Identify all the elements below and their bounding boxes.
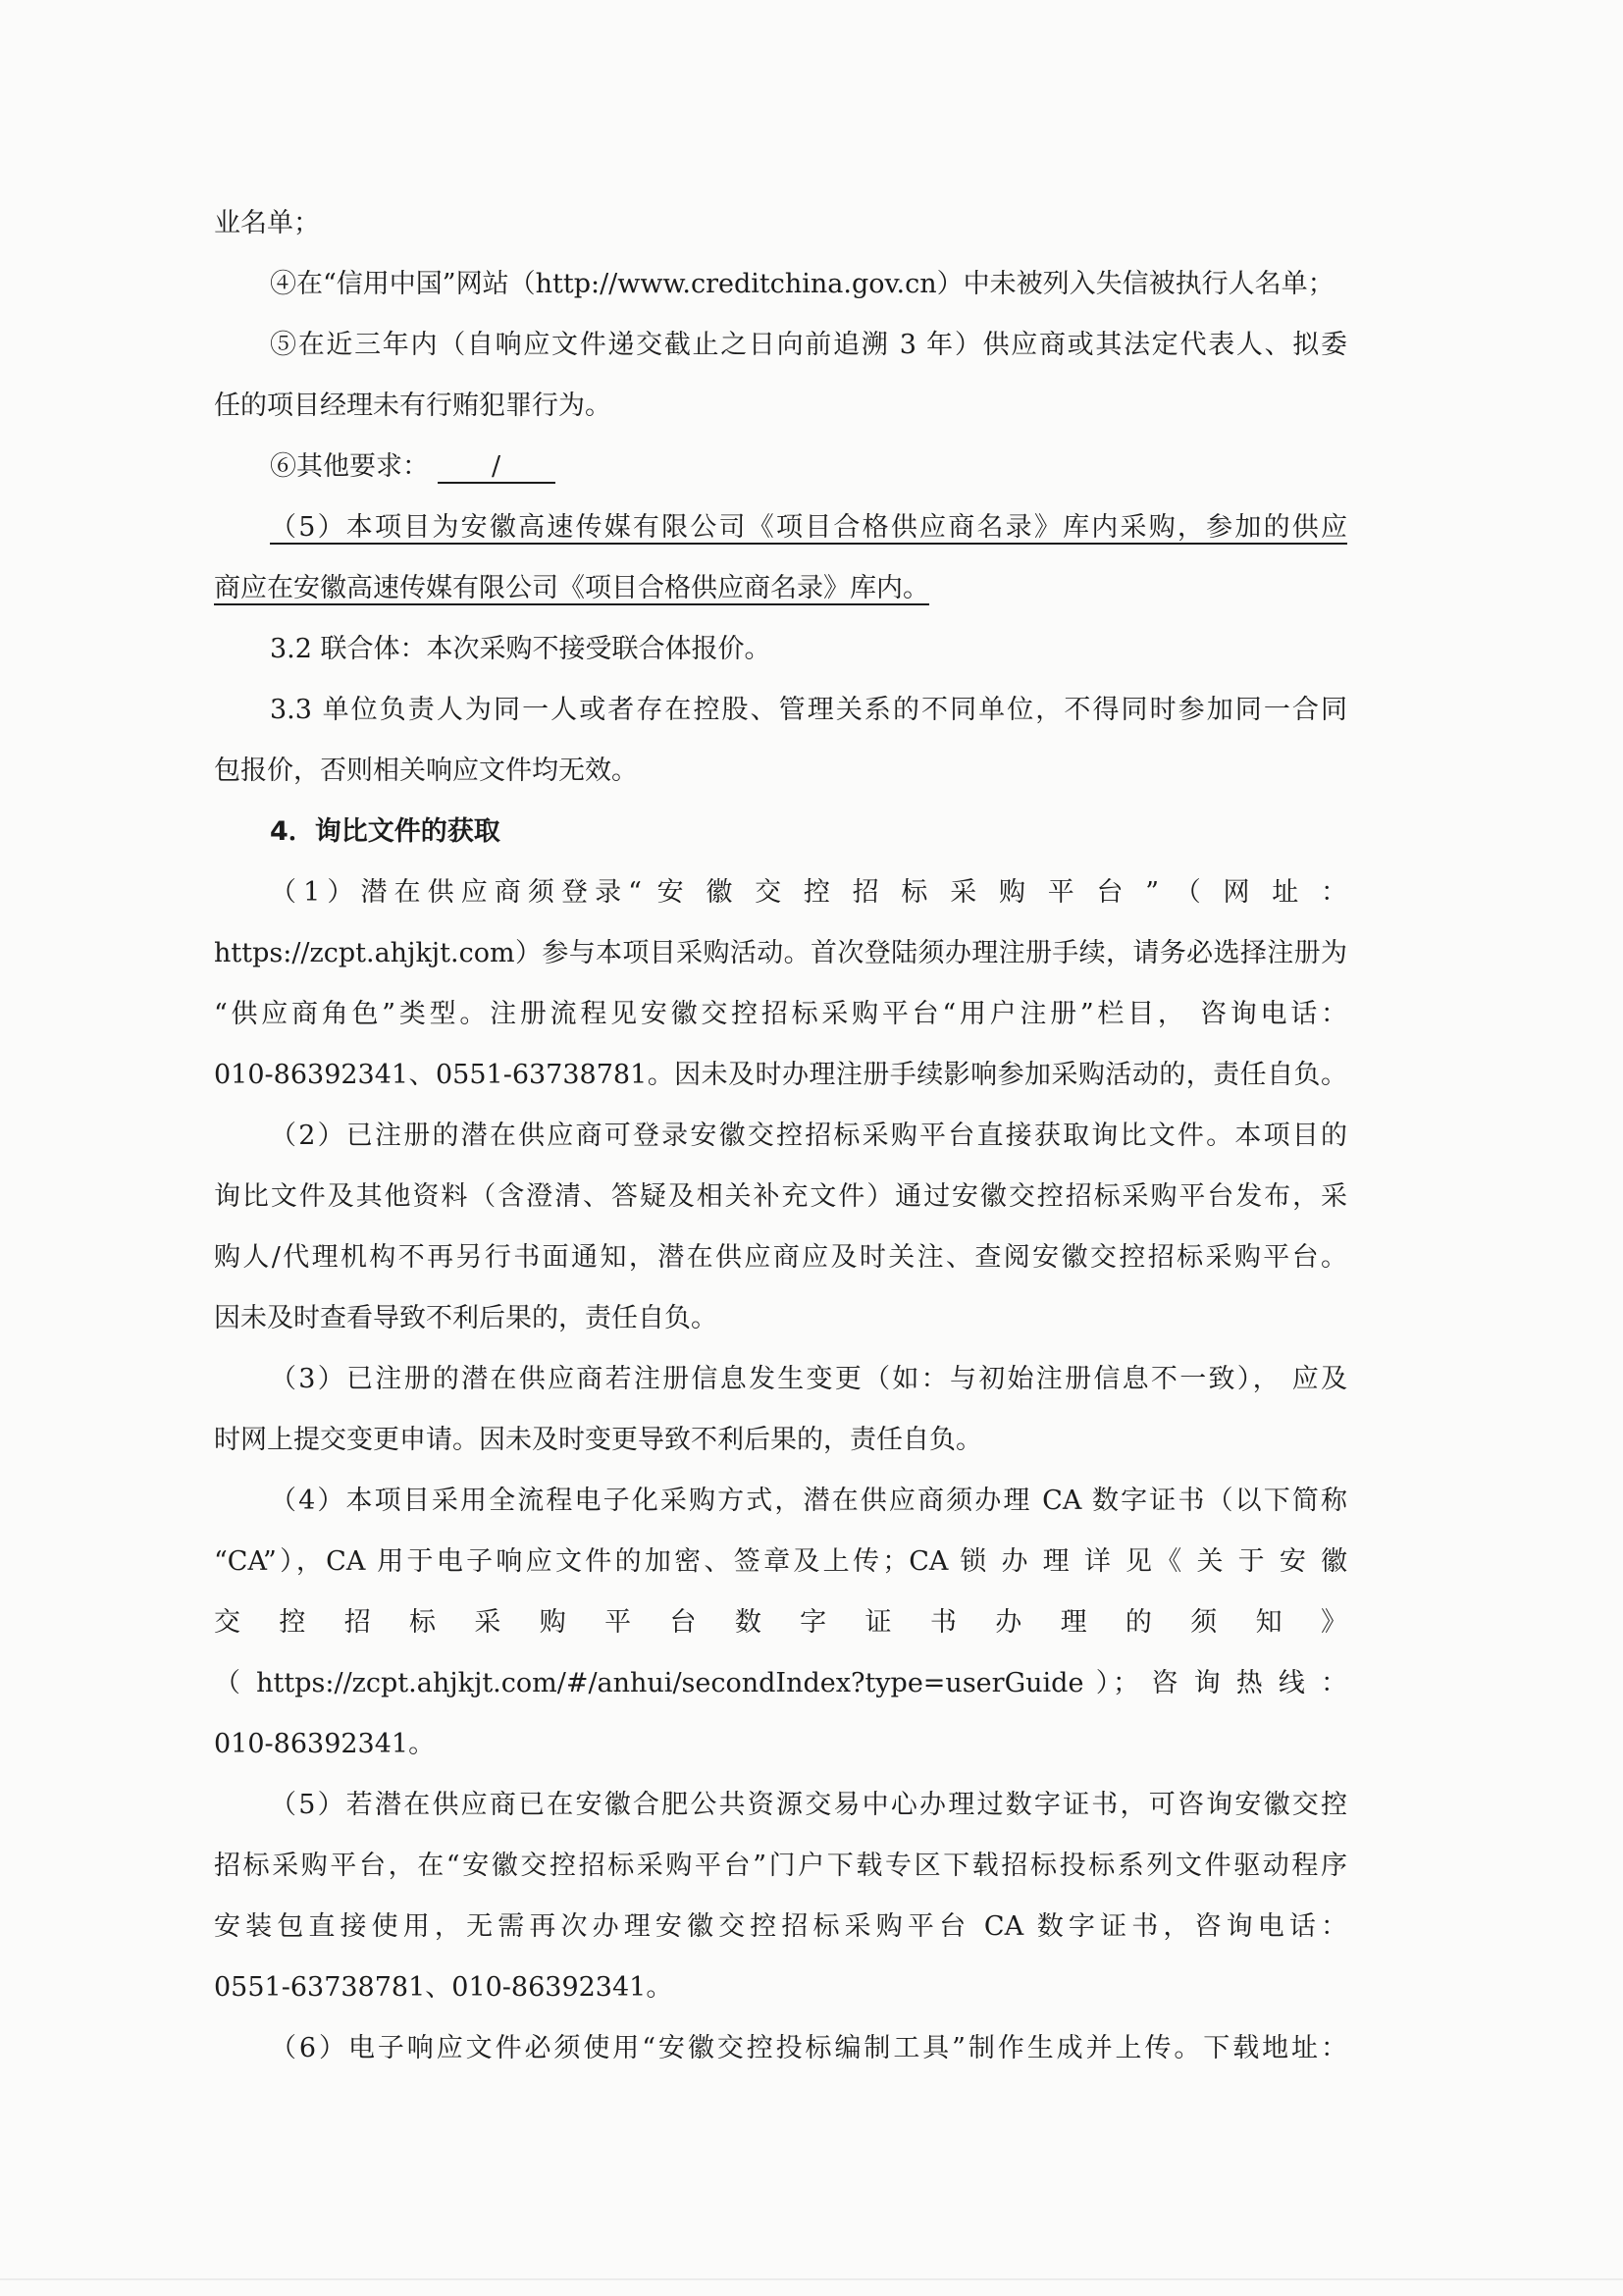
text-line: （1）潜在供应商须登录“ 安 徽 交 控 招 标 采 购 平 台 ” （ 网 址 ： bbox=[270, 877, 1347, 908]
text-line: 安装包直接使用，无需再次办理安徽交控招标采购平台 CA 数字证书，咨询电话： bbox=[214, 1911, 1347, 1942]
text-line: 因未及时查看导致不利后果的，责任自负。 bbox=[214, 1303, 717, 1333]
text-line: （3）已注册的潜在供应商若注册信息发生变更（如：与初始注册信息不一致）， 应及 bbox=[270, 1364, 1347, 1394]
text-line: ⑤在近三年内（自响应文件递交截止之日向前追溯 3 年）供应商或其法定代表人、拟委 bbox=[270, 330, 1347, 360]
text-line: 询比文件及其他资料（含澄清、答疑及相关补充文件）通过安徽交控招标采购平台发布，采 bbox=[214, 1181, 1347, 1212]
text-line: https://zcpt.ahjkjt.com）参与本项目采购活动。首次登陆须办理注册手续，请务必选择注册为 bbox=[214, 938, 1347, 968]
underlined-text-line: （5）本项目为安徽高速传媒有限公司《项目合格供应商名录》库内采购，参加的供应 bbox=[270, 512, 1347, 543]
text-line: 招标采购平台，在“安徽交控招标采购平台”门户下载专区下载招标投标系列文件驱动程序 bbox=[214, 1851, 1347, 1881]
text-line: 3.3 单位负责人为同一人或者存在控股、管理关系的不同单位，不得同时参加同一合同 bbox=[270, 695, 1347, 725]
other-requirements-line bbox=[270, 447, 1347, 487]
text-line: 交 控 招 标 采 购 平 台 数 字 证 书 办 理 的 须 知 》 bbox=[214, 1607, 1347, 1638]
text-line: 业名单； bbox=[214, 208, 320, 238]
text-line: 010-86392341。 bbox=[214, 1729, 436, 1759]
text-line: 0551-63738781、010-86392341。 bbox=[214, 1972, 673, 2003]
text-line: （6）电子响应文件必须使用“安徽交控投标编制工具”制作生成并上传。下载地址： bbox=[270, 2033, 1347, 2063]
text-line: （ https://zcpt.ahjkjt.com/#/anhui/secondIndex?type=userGuide ）； 咨 询 热 线 ： bbox=[214, 1668, 1347, 1698]
text-line: 010-86392341、0551-63738781。因未及时办理注册手续影响参加采购活动的，责任自负。 bbox=[214, 1060, 1347, 1090]
text-line: 包报价，否则相关响应文件均无效。 bbox=[214, 756, 638, 786]
text-line: 时网上提交变更申请。因未及时变更导致不利后果的，责任自负。 bbox=[214, 1425, 982, 1455]
text-line: ④在“信用中国”网站（http://www.creditchina.gov.cn）中未被列入失信被执行人名单； bbox=[270, 269, 1335, 299]
text-line: （5）若潜在供应商已在安徽合肥公共资源交易中心办理过数字证书，可咨询安徽交控 bbox=[270, 1790, 1347, 1820]
text-line: 任的项目经理未有行贿犯罪行为。 bbox=[214, 391, 611, 421]
underlined-text-line: 商应在安徽高速传媒有限公司《项目合格供应商名录》库内。 bbox=[214, 573, 929, 603]
blank-field: / bbox=[438, 452, 555, 484]
scan-edge-line bbox=[0, 2278, 1623, 2280]
text-line: “供应商角色”类型。注册流程见安徽交控招标采购平台“用户注册”栏目， 咨询电话： bbox=[214, 999, 1347, 1029]
other-requirements-label: ⑥其他要求： bbox=[270, 451, 429, 482]
text-line: 3.2 联合体：本次采购不接受联合体报价。 bbox=[270, 634, 771, 664]
text-line: （4）本项目采用全流程电子化采购方式，潜在供应商须办理 CA 数字证书（以下简称 bbox=[270, 1486, 1347, 1516]
text-line: 购人/代理机构不再另行书面通知，潜在供应商应及时关注、查阅安徽交控招标采购平台。 bbox=[214, 1242, 1347, 1273]
text-line: “CA”），CA 用于电子响应文件的加密、签章及上传；CA 锁 办 理 详 见《 关 于 安 徽 bbox=[214, 1546, 1347, 1577]
section-heading: 4．询比文件的获取 bbox=[270, 816, 500, 847]
text-line: （2）已注册的潜在供应商可登录安徽交控招标采购平台直接获取询比文件。本项目的 bbox=[270, 1121, 1347, 1151]
